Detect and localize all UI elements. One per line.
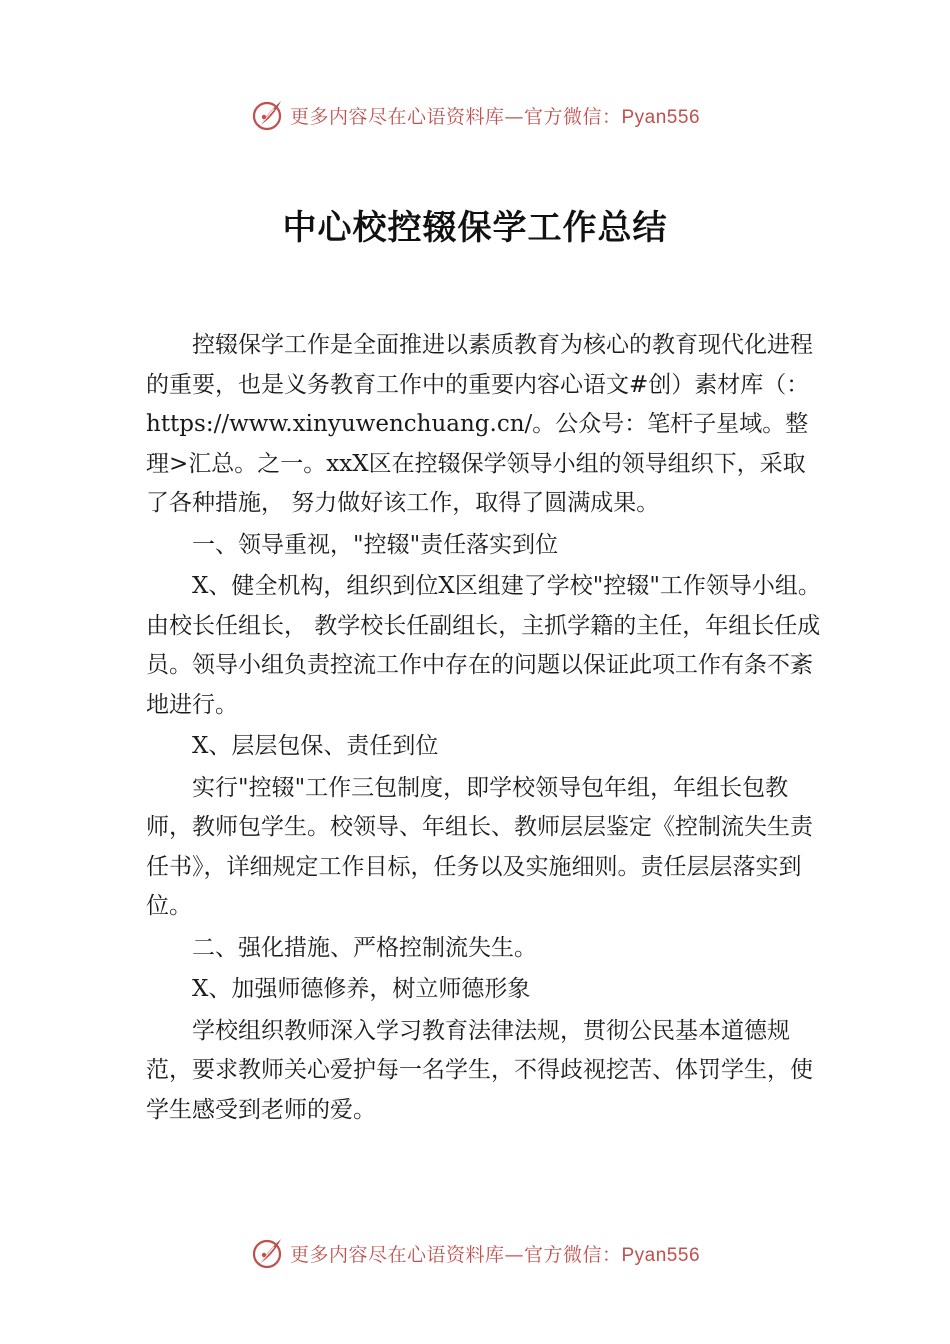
banner-text bbox=[290, 102, 700, 129]
banner-site-name: 更多内容尽在心语资料库 bbox=[289, 105, 505, 128]
banner-wechat-label: 官方微信： bbox=[523, 1243, 622, 1266]
footer-banner bbox=[0, 1233, 950, 1273]
section-heading-1: 一、领导重视，"控辍"责任落实到位 bbox=[192, 531, 559, 558]
section-heading-2: 二、强化措施、严格控制流失生。 bbox=[192, 934, 537, 961]
paragraph-organization: X、健全机构，组织到位X区组建了学校"控辍"工作领导小组。由校长任组长， 教学校长任副组长，主抓学籍的主任，年组长任成员。领导小组负责控流工作中存在的问题以保证此项工作有条不紊地进行。 bbox=[146, 573, 821, 718]
quill-pen-logo-icon bbox=[250, 97, 286, 133]
paragraph-responsibility: 实行"控辍"工作三包制度，即学校领导包年组，年组长包教师，教师包学生。校领导、年组长、教师层层鉴定《控制流失生责任书》，详细规定工作目标，任务以及实施细则。责任层层落实到位。 bbox=[146, 774, 813, 919]
banner-wechat-id: Pyan556 bbox=[621, 106, 701, 128]
banner-text bbox=[290, 1240, 700, 1267]
document-body bbox=[146, 326, 822, 1130]
paragraph-intro: 控辍保学工作是全面推进以素质教育为核心的教育现代化进程的重要，也是义务教育工作中的重要内容心语文#创）素材库（：https://www.xinyuwenchuang.cn/。公众号：笔杆子星域。整理>汇总。之一。xxX区在控辍保学领导小组的领导组织下，采取了各种措施， 努力做好该工作，取得了圆满成果。 bbox=[146, 332, 813, 516]
quill-pen-logo-icon bbox=[250, 1235, 286, 1271]
document-title: 中心校控辍保学工作总结 bbox=[282, 208, 668, 248]
subheading-ethics: X、加强师德修养，树立师德形象 bbox=[192, 976, 531, 1002]
banner-dash: — bbox=[504, 105, 524, 128]
banner-wechat-label: 官方微信： bbox=[523, 105, 622, 128]
header-banner bbox=[0, 95, 950, 135]
banner-wechat-id: Pyan556 bbox=[621, 1244, 701, 1266]
banner-dash: — bbox=[504, 1243, 524, 1266]
subheading-responsibility: X、层层包保、责任到位 bbox=[192, 733, 439, 759]
paragraph-ethics: 学校组织教师深入学习教育法律法规，贯彻公民基本道德规范，要求教师关心爱护每一名学生，不得歧视挖苦、体罚学生，使学生感受到老师的爱。 bbox=[146, 1017, 813, 1123]
banner-site-name: 更多内容尽在心语资料库 bbox=[289, 1243, 505, 1266]
